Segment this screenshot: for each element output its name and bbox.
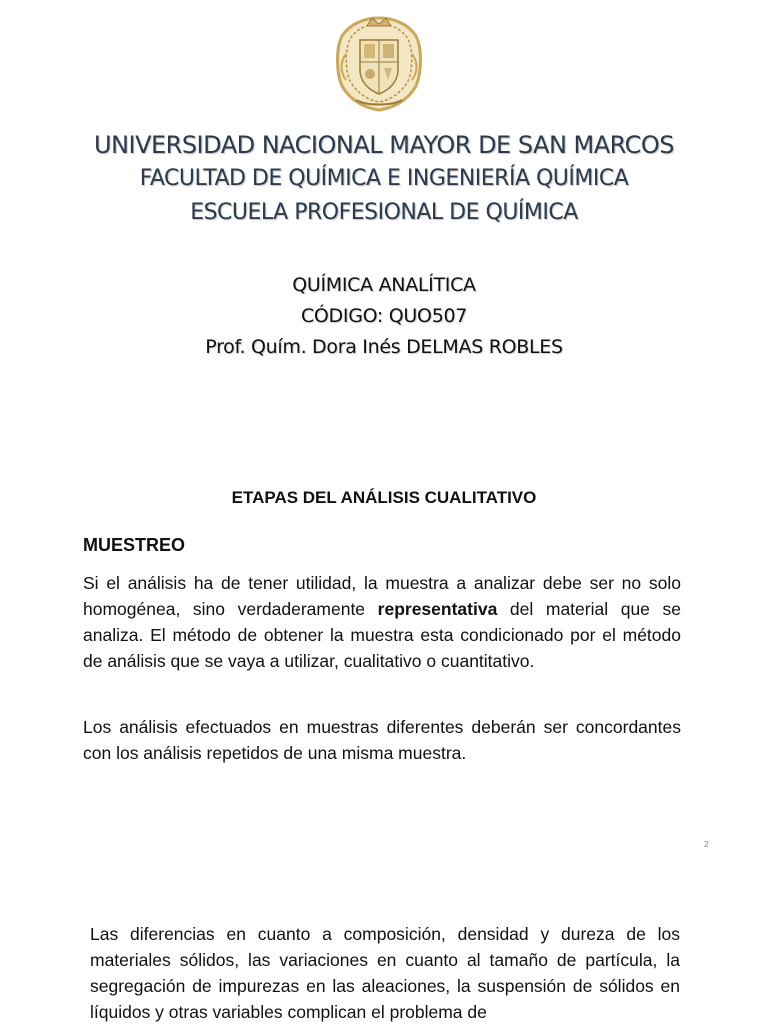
section-title: ETAPAS DEL ANÁLISIS CUALITATIVO: [231, 488, 537, 507]
school-name: ESCUELA PROFESIONAL DE QUÍMICA: [190, 200, 578, 225]
paragraph-emphasis: representativa: [377, 599, 498, 619]
university-header: [0, 128, 768, 230]
subheading-muestreo: MUESTREO: [83, 535, 186, 555]
course-code: CÓDIGO: QUO507: [300, 305, 468, 327]
course-info: [0, 270, 768, 363]
faculty-name: FACULTAD DE QUÍMICA E INGENIERÍA QUÍMICA: [139, 166, 629, 191]
course-professor: Prof. Quím. Dora Inés DELMAS ROBLES: [205, 336, 563, 358]
university-seal-logo: [334, 14, 424, 112]
page-number: 2: [704, 840, 709, 849]
paragraph-muestreo-2: Los análisis efectuados en muestras diferentes deberán ser concordantes con los análisis repetidos de una misma muestra.: [83, 717, 681, 763]
paragraph-next-page: Las diferencias en cuanto a composición, densidad y dureza de los materiales sólidos, las variaciones en cuanto al tamaño de partícula, la segregación de impurezas en las aleaciones, la suspensión de sólidos en líquidos y otras variables complican el problema de: [90, 924, 680, 1022]
paragraph-text: del material que se analiza. El método de obtener la muestra esta condicionado por el método de análisis que se vaya a utilizar, cualitativo o cuantitativo.: [83, 599, 681, 671]
paragraph-text: Si el análisis ha de tener utilidad, la muestra a analizar debe ser no solo homogénea, sino verdaderamente: [83, 573, 681, 619]
paragraph-muestreo-1: [83, 570, 681, 674]
university-name: UNIVERSIDAD NACIONAL MAYOR DE SAN MARCOS: [93, 131, 675, 159]
course-name: QUÍMICA ANALÍTICA: [292, 274, 476, 296]
